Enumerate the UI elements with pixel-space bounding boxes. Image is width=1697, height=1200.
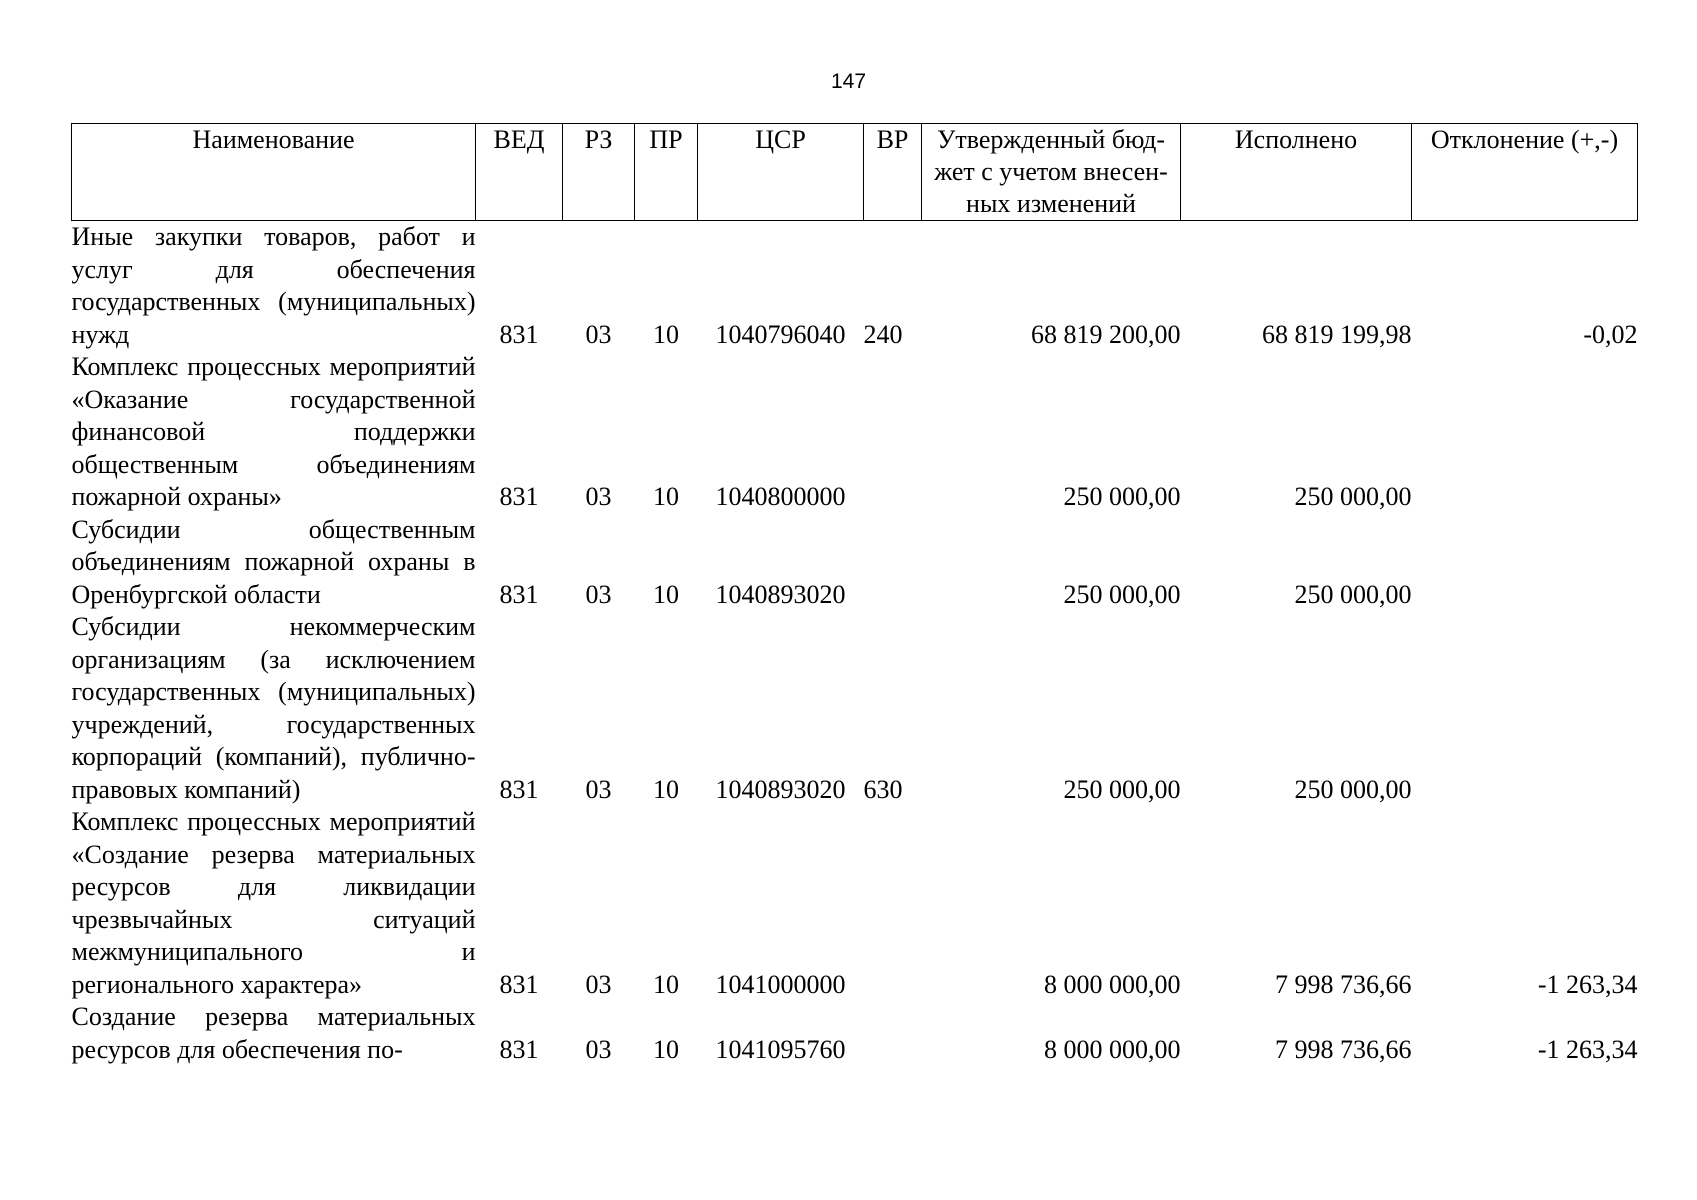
cell-rz: 03: [585, 579, 612, 609]
cell-rz: 03: [585, 482, 612, 511]
cell-deviation: -1 263,34: [1537, 1034, 1638, 1064]
header-name: Наименование: [72, 124, 476, 221]
cell-pr: 10: [653, 774, 679, 804]
cell-rz: 03: [585, 774, 612, 804]
cell-vr: [864, 351, 922, 514]
cell-executed: 68 819 199,98: [1262, 319, 1412, 349]
cell-approved: 8 000 000,00: [1044, 1034, 1181, 1064]
cell-approved: 250 000,00: [1063, 774, 1181, 804]
cell-vr: 630: [863, 774, 903, 804]
cell-vr: 240: [863, 319, 903, 349]
cell-csr: 1041095760: [715, 1034, 846, 1064]
cell-executed: 250 000,00: [1294, 774, 1412, 804]
header-executed: Исполнено: [1181, 124, 1412, 221]
header-approved: Утвержденный бюд-жет с учетом внесен-ных изменений: [922, 124, 1181, 221]
cell-executed: 250 000,00: [1294, 579, 1412, 609]
cell-name: Создание резерва материальных ресурсов для обеспечения по-: [71, 1002, 476, 1064]
cell-pr: 10: [653, 969, 679, 999]
page-number: 147: [830, 70, 867, 93]
cell-rz: 03: [585, 969, 612, 999]
table-row: [72, 1001, 1638, 1066]
cell-ved: 831: [499, 774, 539, 804]
header-csr: ЦСР: [698, 124, 864, 221]
header-rz: РЗ: [563, 124, 635, 221]
cell-approved: 68 819 200,00: [1031, 319, 1181, 349]
cell-vr: [864, 806, 922, 1001]
cell-ved: 831: [499, 579, 539, 609]
cell-ved: 831: [499, 1034, 539, 1064]
cell-pr: 10: [653, 482, 679, 511]
cell-csr: 1041000000: [715, 969, 846, 999]
table-row: [72, 351, 1638, 514]
cell-csr: 1040796040: [715, 319, 846, 349]
cell-csr: 1040800000: [715, 482, 846, 511]
cell-executed: 250 000,00: [1294, 482, 1412, 511]
cell-executed: 7 998 736,66: [1275, 1034, 1412, 1064]
cell-approved: 250 000,00: [1063, 579, 1181, 609]
header-row: [72, 124, 1638, 221]
cell-ved: 831: [499, 969, 539, 999]
cell-deviation: [1412, 611, 1638, 806]
header-pr: ПР: [635, 124, 698, 221]
cell-name: Комплекс процессных мероприятий «Создание резерва материальных ресурсов для ликвидации чрезвычайных ситуаций межмуниципального и регионального характера»: [71, 807, 476, 999]
cell-name: Комплекс процессных мероприятий «Оказание государственной финансовой поддержки общественным объединениям пожарной охраны»: [71, 352, 476, 511]
budget-table: [71, 123, 1638, 1066]
table-row: [72, 514, 1638, 612]
header-vr: ВР: [864, 124, 922, 221]
cell-rz: 03: [585, 319, 612, 349]
cell-ved: 831: [499, 319, 539, 349]
table-row: [72, 611, 1638, 806]
cell-vr: [864, 514, 922, 612]
table-row: [72, 806, 1638, 1001]
cell-approved: 250 000,00: [1063, 482, 1181, 511]
cell-name: Иные закупки товаров, работ и услуг для обеспечения государственных (муниципальных) нужд: [71, 222, 476, 349]
cell-vr: [864, 1001, 922, 1066]
cell-name: Субсидии некоммерческим организациям (за исключением государственных (муниципальных) учреждений, государственных корпораций (компаний), публично-правовых компаний): [71, 612, 476, 804]
cell-csr: 1040893020: [715, 774, 846, 804]
cell-ved: 831: [499, 482, 539, 511]
cell-csr: 1040893020: [715, 579, 846, 609]
cell-approved: 8 000 000,00: [1044, 969, 1181, 999]
cell-pr: 10: [653, 1034, 679, 1064]
table-row: [72, 221, 1638, 352]
cell-rz: 03: [585, 1034, 612, 1064]
cell-name: Субсидии общественным объединениям пожарной охраны в Оренбургской области: [71, 514, 476, 609]
cell-deviation: -1 263,34: [1537, 969, 1638, 999]
cell-executed: 7 998 736,66: [1275, 969, 1412, 999]
cell-pr: 10: [653, 579, 679, 609]
header-deviation: Отклонение (+,-): [1412, 124, 1638, 221]
cell-deviation: [1412, 514, 1638, 612]
cell-deviation: -0,02: [1583, 319, 1638, 349]
cell-deviation: [1412, 351, 1638, 514]
header-ved: ВЕД: [476, 124, 563, 221]
cell-pr: 10: [653, 319, 679, 349]
